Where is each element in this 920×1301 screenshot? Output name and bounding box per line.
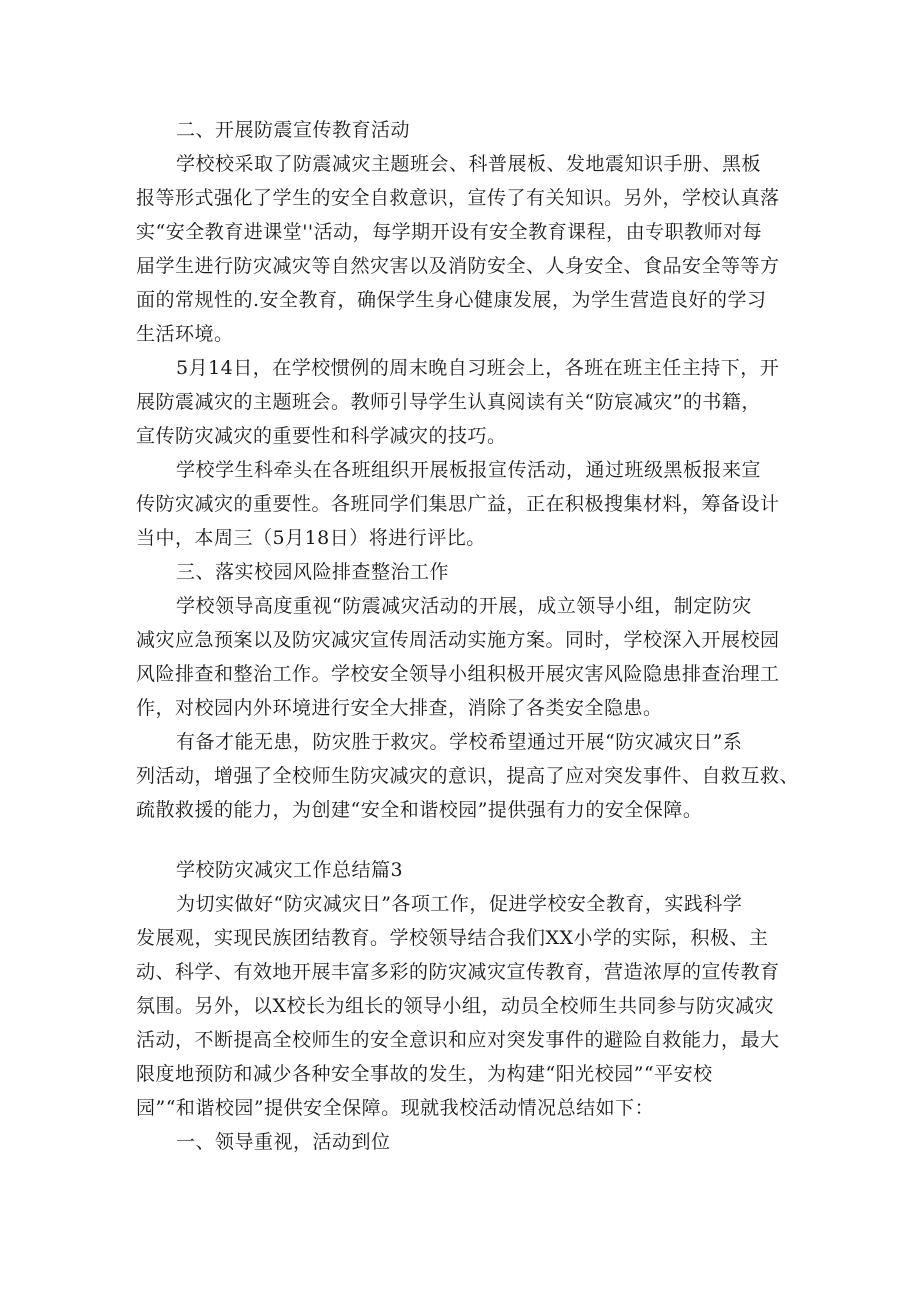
paragraph-line: 为切实做好“防灾减灾日”各项工作，促进学校安全教育，实践科学 xyxy=(176,893,743,915)
paragraph-line: 学校领导高度重视“防震减灾活动的开展，成立领导小组，制定防灾 xyxy=(176,595,752,617)
paragraph-line: 限度地预防和减少各种安全事故的发生，为构建“阳光校园”“平安校 xyxy=(136,1063,713,1085)
paragraph-line: 届学生进行防灾减灾等自然灾害以及消防安全、人身安全、食品安全等等方 xyxy=(136,255,780,277)
paragraph-line: 氛围。另外，以X校长为组长的领导小组，动员全校师生共同参与防灾减灾 xyxy=(136,995,775,1017)
paragraph-line: 动、科学、有效地开展丰富多彩的防灾减灾宣传教育，营造浓厚的宣传教育 xyxy=(136,961,780,983)
paragraph-line: 生活环境。 xyxy=(136,323,234,345)
section-heading-2: 二、开展防震宣传教育活动 xyxy=(176,119,411,141)
paragraph-line: 作，对校园内外环境进行安全大排查，消除了各类安全隐患。 xyxy=(136,697,663,719)
subsection-heading-1: 一、领导重视，活动到位 xyxy=(176,1131,391,1153)
paragraph-line: 学校学生科牵头在各班组织开展板报宣传活动，通过班级黑板报来宣 xyxy=(176,459,762,481)
paragraph-line: 报等形式强化了学生的安全自救意识，宣传了有关知识。另外，学校认真落 xyxy=(136,187,780,209)
paragraph-line: 活动，不断提高全校师生的安全意识和应对突发事件的避险自救能力，最大 xyxy=(136,1029,780,1051)
paragraph-line: 展防震减灾的主题班会。教师引导学生认真阅读有关“防宸减灾”的书籍， xyxy=(136,391,761,413)
paragraph-line: 列活动，增强了全校师生防灾减灾的意识，提高了应对突发事件、自救互救、 xyxy=(136,765,800,787)
section-heading-3: 三、落实校园风险排查整治工作 xyxy=(176,561,450,583)
paragraph-line: 减灾应急预案以及防灾减灾宣传周活动实施方案。同时，学校深入开展校园 xyxy=(136,629,780,651)
paragraph-line: 有备才能无患，防灾胜于救灾。学校希望通过开展“防灾减灾日”系 xyxy=(176,731,743,753)
paragraph-line: 5月14日，在学校惯例的周末晚自习班会上，各班在班主任主持下，开 xyxy=(176,357,780,379)
article-title: 学校防灾减灾工作总结篇3 xyxy=(176,859,404,881)
paragraph-line: 风险排查和整治工作。学校安全领导小组积极开展灾害风险隐患排查治理工 xyxy=(136,663,780,685)
paragraph-line: 传防灾减灾的重要性。各班同学们集思广益，正在积极搜集材料，筹备设计 xyxy=(136,493,780,515)
paragraph-line: 园”“和谐校园”提供安全保障。现就我校活动情况总结如下： xyxy=(136,1097,655,1119)
paragraph-line: 面的常规性的.安全教育，确保学生身心健康发展，为学生营造良好的学习 xyxy=(136,289,767,311)
paragraph-line: 当中，本周三（5月18日）将进行评比。 xyxy=(136,527,486,549)
paragraph-line: 实“安全教育进课堂''活动，每学期开设有安全教育课程，由专职教师对每 xyxy=(136,221,763,243)
paragraph-line: 发展观，实现民族团结教育。学校领导结合我们XX小学的实际，积极、主 xyxy=(136,927,769,949)
paragraph-line: 宣传防灾减灾的重要性和科学减灾的技巧。 xyxy=(136,425,507,447)
paragraph-line: 学校校采取了防震减灾主题班会、科普展板、发地震知识手册、黑板 xyxy=(176,153,762,175)
paragraph-line: 疏散救援的能力，为创建“安全和谐校园”提供强有力的安全保障。 xyxy=(136,799,703,821)
